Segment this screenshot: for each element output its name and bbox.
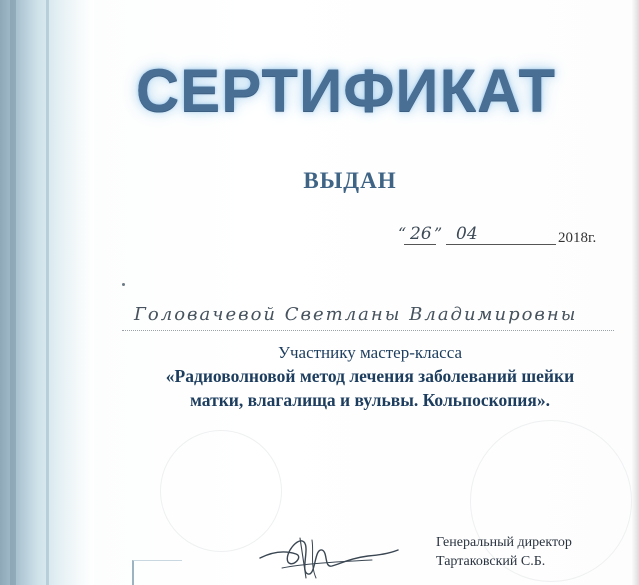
date-day-underline xyxy=(404,244,436,245)
date-close-quote: ” xyxy=(434,224,443,243)
date-year: 2018г. xyxy=(558,230,597,246)
band-stripe-thin xyxy=(46,0,49,585)
course-title-line-1: «Радиоволновой метод лечения заболеваний шейки xyxy=(165,366,575,386)
certificate-title: СЕРТИФИКАТ xyxy=(135,57,557,124)
signature-icon xyxy=(252,528,402,585)
signatory-title: Генеральный директор xyxy=(436,535,572,550)
ink-dot xyxy=(122,283,125,286)
recipient-name-field xyxy=(122,300,614,340)
course-title-line-2: матки, влагалища и вульвы. Кольпоскопия». xyxy=(190,390,550,410)
signatory-name: Тартаковский С.Б. xyxy=(436,554,546,569)
issued-label: ВЫДАН xyxy=(303,168,397,193)
band-stripe xyxy=(10,0,16,585)
date-month: 04 xyxy=(456,224,478,244)
date-day: 26 xyxy=(410,224,432,244)
date-month-underline xyxy=(446,244,556,245)
date-field xyxy=(390,224,610,250)
recipient-name: Головачевой Светланы Владимировны xyxy=(134,304,578,325)
date-open-quote: “ xyxy=(398,224,407,243)
participant-label: Участнику мастер-класса xyxy=(277,343,463,362)
page-edge-shadow xyxy=(631,0,639,585)
decorative-corner xyxy=(132,560,182,585)
course-title xyxy=(110,364,630,412)
recipient-name-underline xyxy=(122,330,614,331)
